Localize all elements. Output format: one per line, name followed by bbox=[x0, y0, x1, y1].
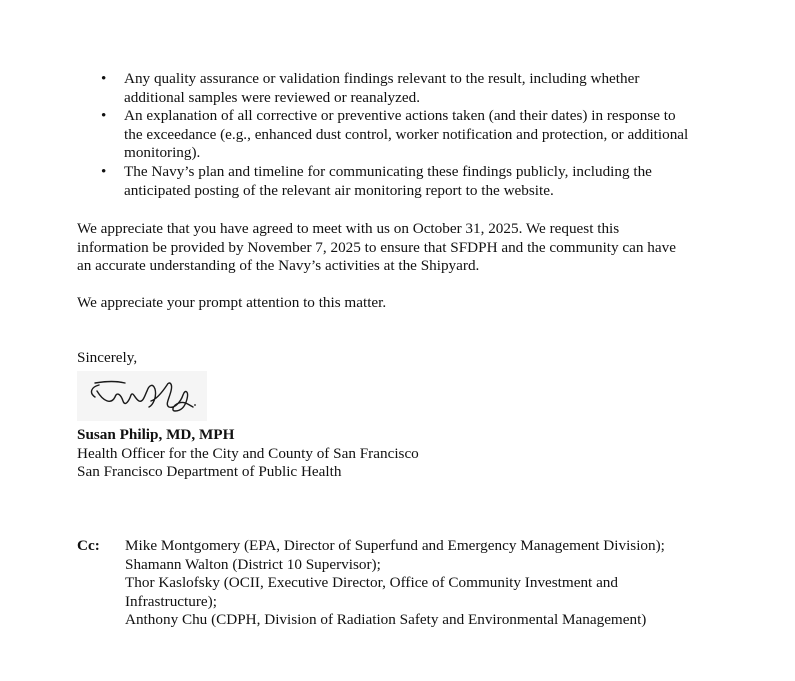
bullet-line: monitoring). bbox=[124, 144, 201, 162]
handwritten-signature bbox=[77, 371, 207, 421]
bullet-glyph: • bbox=[101, 107, 107, 125]
bullet-glyph: • bbox=[101, 70, 107, 87]
closing-salutation: Sincerely, bbox=[77, 349, 138, 366]
cc-recipient-line: Thor Kaslofsky (OCII, Executive Director, Office of Community Investment and bbox=[125, 574, 618, 592]
signature-image bbox=[77, 371, 207, 421]
paragraph-line: an accurate understanding of the Navy’s activities at the Shipyard. bbox=[77, 257, 480, 275]
paragraph-line: information be provided by November 7, 2025 to ensure that SFDPH and the community can have bbox=[77, 238, 676, 256]
cc-label: Cc: bbox=[77, 537, 100, 554]
signer-name: Susan Philip, MD, MPH bbox=[77, 426, 235, 443]
bullet-line: The Navy’s plan and timeline for communicating these findings publicly, including the bbox=[124, 162, 652, 180]
cc-recipient-line: Anthony Chu (CDPH, Division of Radiation Safety and Environmental Management) bbox=[125, 611, 647, 629]
cc-list-block bbox=[77, 537, 757, 630]
cc-recipient-line: Shamann Walton (District 10 Supervisor); bbox=[125, 555, 381, 573]
paragraph-line: We appreciate that you have agreed to meet with us on October 31, 2025. We request this bbox=[77, 220, 620, 237]
bullet-item-corrective-actions bbox=[101, 107, 741, 163]
signer-department: San Francisco Department of Public Health bbox=[77, 463, 342, 481]
meeting-paragraph bbox=[77, 220, 737, 276]
bullet-line: Any quality assurance or validation findings relevant to the result, including whether bbox=[124, 70, 640, 87]
bullet-line: An explanation of all corrective or preventive actions taken (and their dates) in response to bbox=[124, 107, 676, 125]
appreciation-paragraph: We appreciate your prompt attention to this matter. bbox=[77, 294, 387, 311]
cc-recipient-line: Mike Montgomery (EPA, Director of Superfund and Emergency Management Division); bbox=[125, 537, 665, 554]
cc-recipient-line: Infrastructure); bbox=[125, 592, 217, 610]
bullet-item-qa bbox=[101, 70, 741, 107]
bullet-line: anticipated posting of the relevant air monitoring report to the website. bbox=[124, 181, 554, 199]
request-bullet-list bbox=[101, 70, 741, 200]
bullet-line: additional samples were reviewed or reanalyzed. bbox=[124, 88, 421, 106]
bullet-item-communication-plan bbox=[101, 163, 741, 200]
cc-recipients bbox=[125, 537, 757, 630]
signature-block bbox=[77, 426, 577, 482]
bullet-line: the exceedance (e.g., enhanced dust control, worker notification and protection, or additional bbox=[124, 125, 689, 143]
signer-title: Health Officer for the City and County of San Francisco bbox=[77, 444, 419, 462]
bullet-glyph: • bbox=[101, 162, 107, 180]
